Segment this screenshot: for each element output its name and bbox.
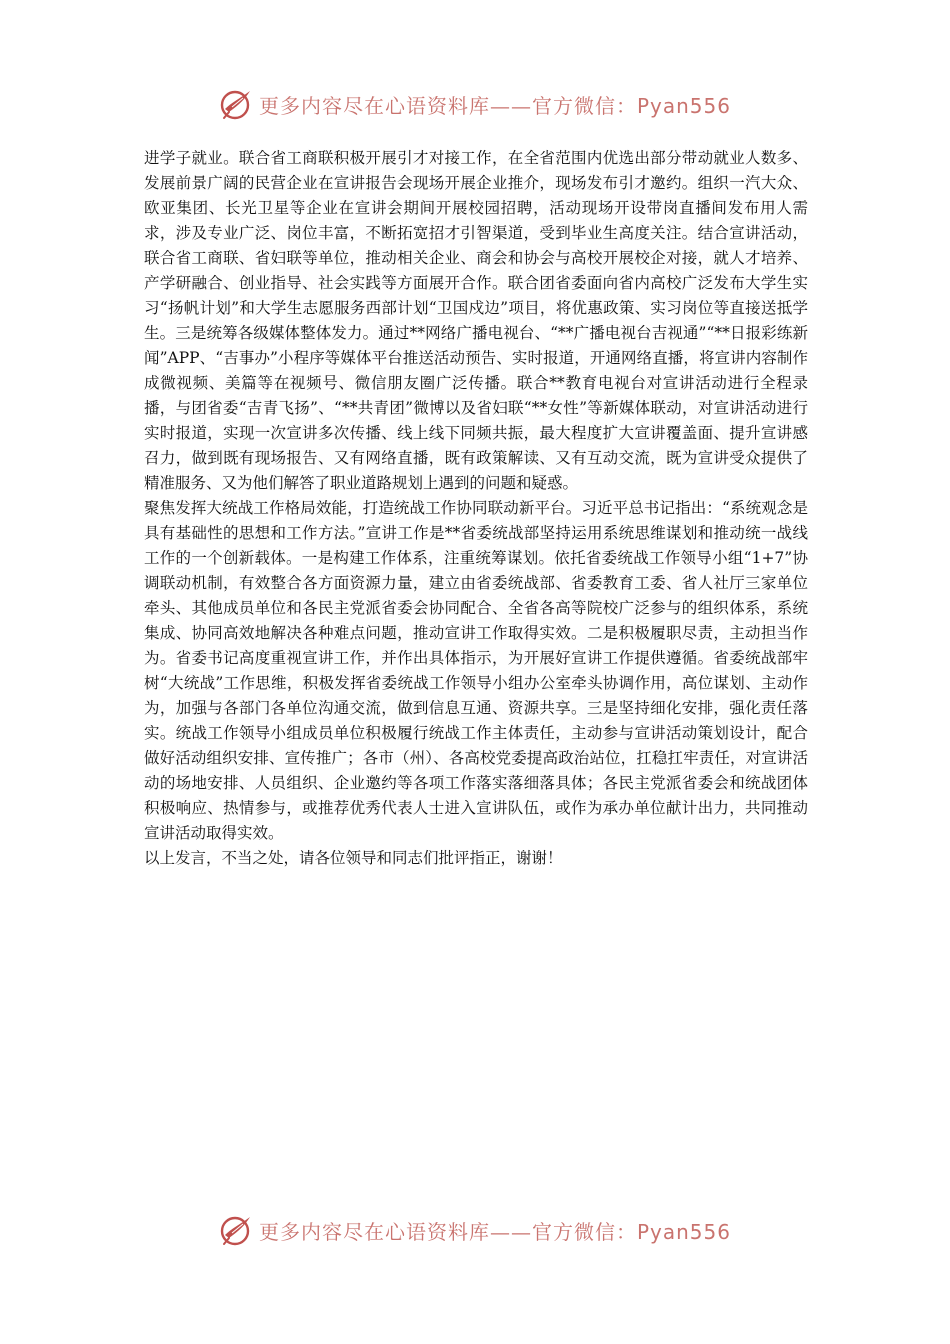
quill-pen-logo-icon bbox=[219, 1213, 253, 1247]
footer-banner-site: 更多内容尽在心语资料库 bbox=[258, 1219, 490, 1244]
footer-banner-dash: —— bbox=[489, 1219, 532, 1244]
paragraph-employment: 进学子就业。联合省工商联积极开展引才对接工作，在全省范围内优选出部分带动就业人数多、发展前景广阔的民营企业在宣讲报告会现场开展企业推介，现场发布引才邀约。组织一汽大众、欧亚集团、长光卫星等企业在宣讲会期间开展校园招聘，活动现场开设带岗直播间发布用人需求，涉及专业广泛、岗位丰富，不断拓宽招才引智渠道，受到毕业生高度关注。结合宣讲活动，联合省工商联、省妇联等单位，推动相关企业、商会和协会与高校开展校企对接，就人才培养、产学研融合、创业指导、社会实践等方面展开合作。联合团省委面向省内高校广泛发布大学生实习“扬帆计划”和大学生志愿服务西部计划“卫国戍边”项目，将优惠政策、实习岗位等直接送抵学生。三是统筹各级媒体整体发力。通过**网络广播电视台、“**广播电视台吉视通”“**日报彩练新闻”APP、“吉事办”小程序等媒体平台推送活动预告、实时报道，开通网络直播，将宣讲内容制作成微视频、美篇等在视频号、微信朋友圈广泛传播。联合**教育电视台对宣讲活动进行全程录播，与团省委“吉青飞扬”、“**共青团”微博以及省妇联“**女性”等新媒体联动，对宣讲活动进行实时报道，实现一次宣讲多次传播、线上线下同频共振，最大程度扩大宣讲覆盖面、提升宣讲感召力，做到既有现场报告、又有网络直播，既有政策解读、又有互动交流，既为宣讲受众提供了精准服务、又为他们解答了职业道路规划上遇到的问题和疑惑。 bbox=[144, 149, 808, 492]
document-body bbox=[144, 146, 808, 871]
header-banner-wechat: 官方微信：Pyan556 bbox=[531, 93, 731, 118]
footer-banner-wechat: 官方微信：Pyan556 bbox=[531, 1219, 731, 1244]
header-banner bbox=[0, 84, 950, 124]
header-banner-text bbox=[259, 90, 731, 119]
footer-banner bbox=[0, 1210, 950, 1250]
paragraph-united-front: 聚焦发挥大统战工作格局效能，打造统战工作协同联动新平台。习近平总书记指出：“系统观念是具有基础性的思想和工作方法。”宣讲工作是**省委统战部坚持运用系统思维谋划和推动统一战线工作的一个创新载体。一是构建工作体系，注重统筹谋划。依托省委统战工作领导小组“1+7”协调联动机制，有效整合各方面资源力量，建立由省委统战部、省委教育工委、省人社厅三家单位牵头、其他成员单位和各民主党派省委会协同配合、全省各高等院校广泛参与的组织体系，系统集成、协同高效地解决各种难点问题，推动宣讲工作取得实效。二是积极履职尽责，主动担当作为。省委书记高度重视宣讲工作，并作出具体指示，为开展好宣讲工作提供遵循。省委统战部牢树“大统战”工作思维，积极发挥省委统战工作领导小组办公室牵头协调作用，高位谋划、主动作为，加强与各部门各单位沟通交流，做到信息互通、资源共享。三是坚持细化安排，强化责任落实。统战工作领导小组成员单位积极履行统战工作主体责任，主动参与宣讲活动策划设计，配合做好活动组织安排、宣传推广；各市（州）、各高校党委提高政治站位，扛稳扛牢责任，对宣讲活动的场地安排、人员组织、企业邀约等各项工作落实落细落具体；各民主党派省委会和统战团体积极响应、热情参与，或推荐优秀代表人士进入宣讲队伍，或作为承办单位献计出力，共同推动宣讲活动取得实效。 bbox=[144, 499, 808, 842]
paragraph-closing: 以上发言，不当之处，请各位领导和同志们批评指正，谢谢！ bbox=[144, 849, 563, 867]
footer-banner-text bbox=[259, 1216, 731, 1245]
header-banner-site: 更多内容尽在心语资料库 bbox=[258, 93, 490, 118]
header-banner-dash: —— bbox=[489, 93, 532, 118]
quill-pen-logo-icon bbox=[219, 87, 253, 121]
